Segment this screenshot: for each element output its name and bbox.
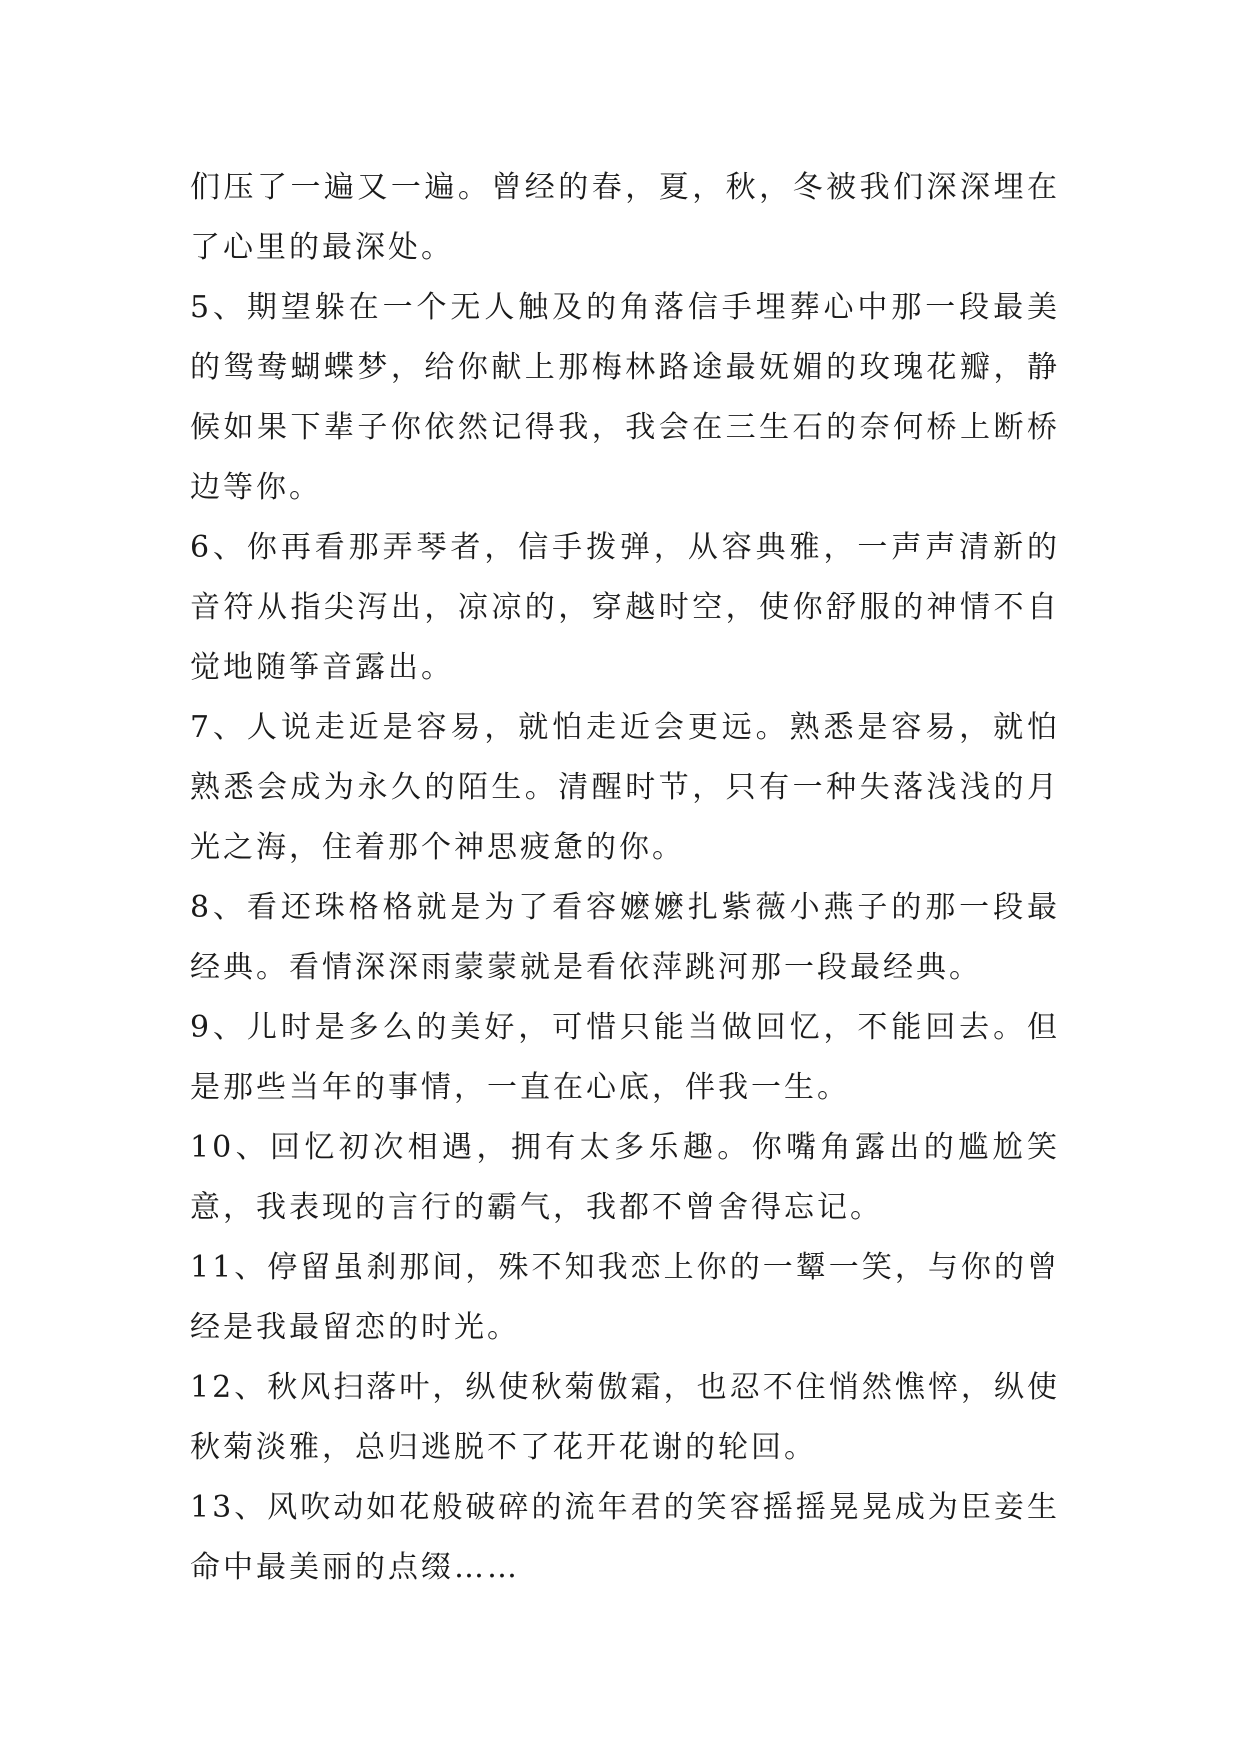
paragraph-item-11: 11、停留虽刹那间，殊不知我恋上你的一颦一笑，与你的曾经是我最留恋的时光。 bbox=[190, 1250, 1060, 1345]
document-body bbox=[190, 158, 1060, 1598]
paragraph-item-13: 13、风吹动如花般破碎的流年君的笑容摇摇晃晃成为臣妾生命中最美丽的点缀…… bbox=[190, 1490, 1060, 1585]
paragraph-item-7: 7、人说走近是容易，就怕走近会更远。熟悉是容易，就怕熟悉会成为永久的陌生。清醒时节，只有一种失落浅浅的月光之海，住着那个神思疲惫的你。 bbox=[190, 710, 1060, 865]
paragraph-item-12: 12、秋风扫落叶，纵使秋菊傲霜，也忍不住悄然憔悴，纵使秋菊淡雅，总归逃脱不了花开花谢的轮回。 bbox=[190, 1370, 1060, 1465]
paragraph-continuation: 们压了一遍又一遍。曾经的春，夏，秋，冬被我们深深埋在了心里的最深处。 bbox=[190, 170, 1060, 265]
paragraph-item-10: 10、回忆初次相遇，拥有太多乐趣。你嘴角露出的尴尬笑意，我表现的言行的霸气，我都不曾舍得忘记。 bbox=[190, 1130, 1060, 1225]
paragraph-item-6: 6、你再看那弄琴者，信手拨弹，从容典雅，一声声清新的音符从指尖泻出，凉凉的，穿越时空，使你舒服的神情不自觉地随筝音露出。 bbox=[190, 530, 1060, 685]
paragraph-item-8: 8、看还珠格格就是为了看容嬷嬷扎紫薇小燕子的那一段最经典。看情深深雨蒙蒙就是看依萍跳河那一段最经典。 bbox=[190, 890, 1060, 985]
paragraph-item-5: 5、期望躲在一个无人触及的角落信手埋葬心中那一段最美的鸳鸯蝴蝶梦，给你献上那梅林路途最妩媚的玫瑰花瓣，静候如果下辈子你依然记得我，我会在三生石的奈何桥上断桥边等你。 bbox=[190, 290, 1060, 505]
paragraph-item-9: 9、儿时是多么的美好，可惜只能当做回忆，不能回去。但是那些当年的事情，一直在心底，伴我一生。 bbox=[190, 1010, 1060, 1105]
